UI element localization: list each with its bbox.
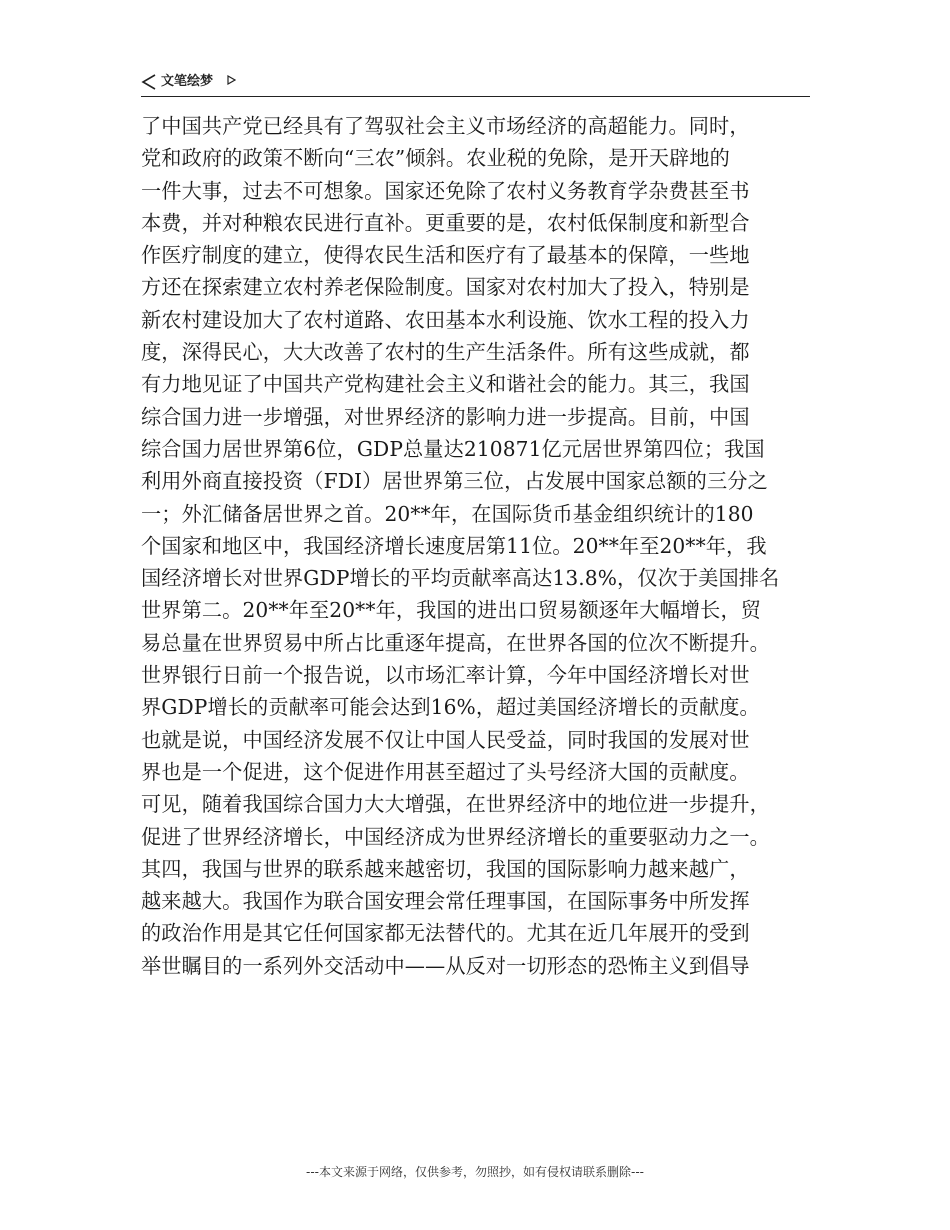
text-line: 一；外汇储备居世界之首。20**年，在国际货币基金组织统计的180 [141, 501, 754, 526]
text-line: 有力地见证了中国共产党构建社会主义和谐社会的能力。其三，我国 [141, 372, 750, 397]
text-line: 方还在探索建立农村养老保险制度。国家对农村加大了投入，特别是 [141, 275, 750, 300]
text-line: 越来越大。我国作为联合国安理会常任理事国，在国际事务中所发挥 [141, 889, 750, 914]
text-line: 其四，我国与世界的联系越来越密切，我国的国际影响力越来越广， [141, 856, 750, 881]
triangle-right-icon [227, 75, 236, 85]
text-line: 界GDP增长的贡献率可能会达到16%，超过美国经济增长的贡献度。 [141, 695, 760, 720]
document-body [141, 110, 813, 982]
footer-notice: ---本文来源于网络，仅供参考，勿照抄，如有侵权请联系删除--- [306, 1165, 644, 1179]
text-line: 利用外商直接投资（FDI）居世界第三位，占发展中国家总额的三分之 [141, 469, 768, 494]
text-line: 举世瞩目的一系列外交活动中——从反对一切形态的恐怖主义到倡导 [141, 953, 750, 978]
text-line: 的政治作用是其它任何国家都无法替代的。尤其在近几年展开的受到 [141, 921, 750, 946]
text-line: 了中国共产党已经具有了驾驭社会主义市场经济的高超能力。同时， [141, 114, 750, 138]
text-line: 综合国力居世界第6位，GDP总量达210871亿元居世界第四位；我国 [141, 436, 765, 461]
text-line: 个国家和地区中，我国经济增长速度居第11位。20**年至20**年，我 [141, 533, 767, 558]
text-line: 党和政府的政策不断向“三农”倾斜。农业税的免除，是开天辟地的 [141, 146, 730, 171]
text-line: 也就是说，中国经济发展不仅让中国人民受益，同时我国的发展对世 [141, 727, 750, 752]
text-line: 作医疗制度的建立，使得农民生活和医疗有了最基本的保障，一些地 [141, 243, 750, 268]
text-line: 世界第二。20**年至20**年，我国的进出口贸易额逐年大幅增长，贸 [141, 598, 762, 623]
triangle-left-icon [141, 74, 157, 90]
text-line: 本费，并对种粮农民进行直补。更重要的是，农村低保制度和新型合 [141, 210, 750, 235]
text-line: 新农村建设加大了农村道路、农田基本水利设施、饮水工程的投入力 [141, 307, 750, 332]
text-line: 可见，随着我国综合国力大大增强，在世界经济中的地位进一步提升， [141, 792, 770, 817]
text-line: 世界银行日前一个报告说，以市场汇率计算，今年中国经济增长对世 [141, 663, 750, 688]
text-line: 界也是一个促进，这个促进作用甚至超过了头号经济大国的贡献度。 [141, 759, 750, 784]
text-line: 促进了世界经济增长，中国经济成为世界经济增长的重要驱动力之一。 [141, 824, 770, 849]
text-line: 度，深得民心，大大改善了农村的生产生活条件。所有这些成就，都 [141, 340, 750, 365]
text-line: 一件大事，过去不可想象。国家还免除了农村义务教育学杂费甚至书 [141, 178, 750, 203]
text-line: 综合国力进一步增强，对世界经济的影响力进一步提高。目前，中国 [141, 404, 750, 429]
text-line: 国经济增长对世界GDP增长的平均贡献率高达13.8%，仅次于美国排名 [141, 566, 780, 591]
page-header [141, 72, 810, 97]
text-line: 易总量在世界贸易中所占比重逐年提高，在世界各国的位次不断提升。 [141, 630, 770, 655]
brand-title: 文笔绘梦 [161, 74, 214, 89]
